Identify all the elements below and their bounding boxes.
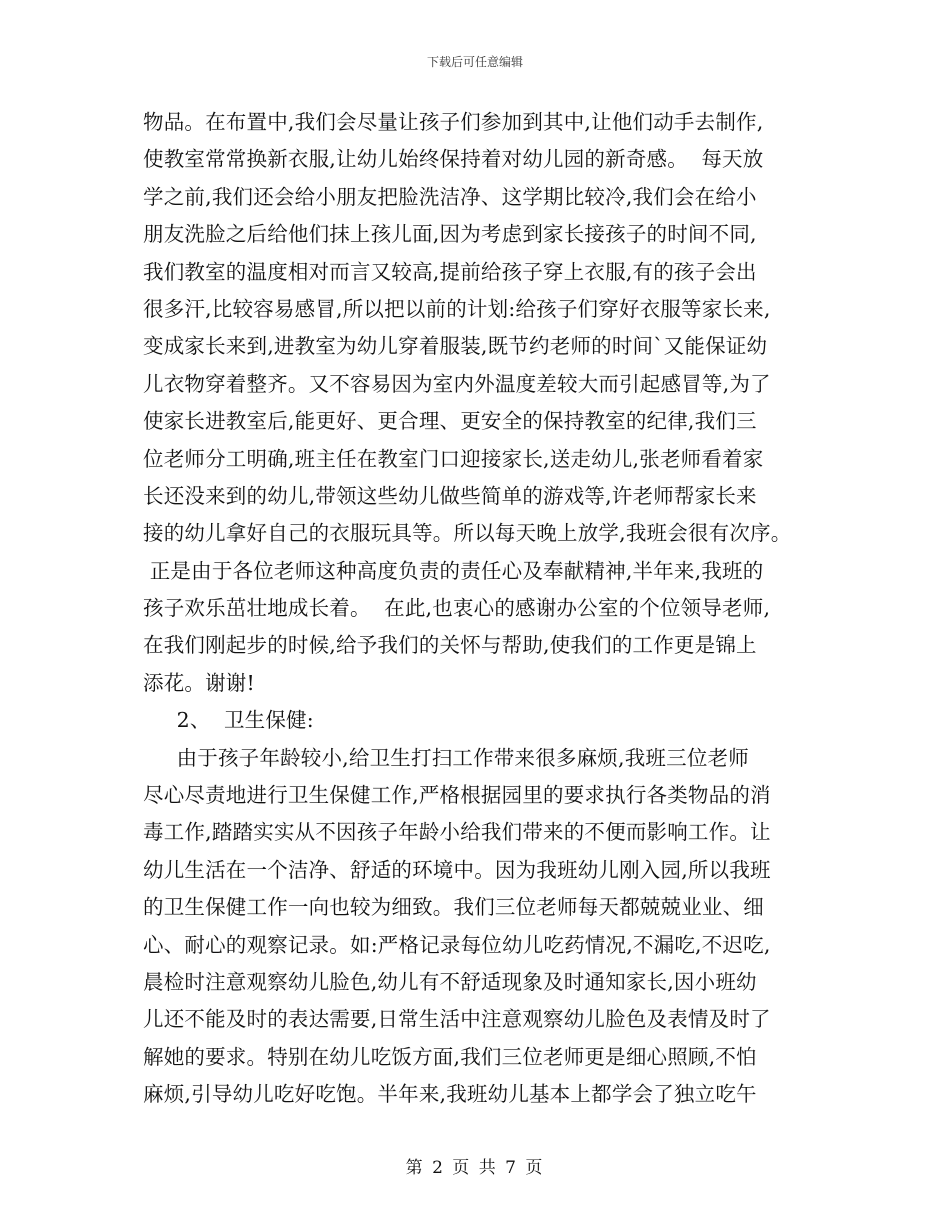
text-line: 使家长进教室后,能更好、更合理、更安全的保持教室的纪律,我们三	[143, 409, 757, 434]
section-heading: 2、 卫生保健:	[143, 708, 314, 733]
text-line: 的卫生保健工作一向也较为细致。我们三位老师每天都兢兢业业、细	[143, 895, 764, 920]
text-line: 长还没来到的幼儿,带领这些幼儿做些简单的游戏等,许老师帮家长来	[143, 483, 757, 508]
text-line: 接的幼儿拿好自己的衣服玩具等。所以每天晚上放学,我班会很有次序。	[143, 521, 792, 546]
text-line: 儿还不能及时的表达需要,日常生活中注意观察幼儿脸色及表情及时了	[143, 1007, 771, 1032]
text-line: 变成家长来到,进教室为幼儿穿着服装,既节约老师的时间`又能保证幼	[143, 334, 768, 359]
text-line: 很多汗,比较容易感冒,所以把以前的计划:给孩子们穿好衣服等家长来,	[143, 296, 771, 321]
text-line: 正是由于各位老师这种高度负责的责任心及奉献精神,半年来,我班的	[143, 558, 764, 583]
text-line: 毒工作,踏踏实实从不因孩子年龄小给我们带来的不便而影响工作。让	[143, 820, 771, 845]
text-line: 孩子欢乐茁壮地成长着。 在此,也衷心的感谢办公室的个位领导老师,	[143, 596, 771, 621]
text-line: 物品。在布置中,我们会尽量让孩子们参加到其中,让他们动手去制作,	[143, 110, 764, 134]
text-line: 添花。谢谢!	[143, 670, 255, 695]
text-line: 心、耐心的观察记录。如:严格记录每位幼儿吃药情况,不漏吃,不迟吃,	[143, 932, 771, 957]
text-line: 由于孩子年龄较小,给卫生打扫工作带来很多麻烦,我班三位老师	[143, 745, 749, 770]
text-line: 朋友洗脸之后给他们抹上孩儿面,因为考虑到家长接孩子的时间不同,	[143, 222, 757, 247]
page-header: 下载后可任意编辑	[426, 55, 523, 69]
text-line: 我们教室的温度相对而言又较高,提前给孩子穿上衣服,有的孩子会出	[143, 259, 757, 284]
text-line: 解她的要求。特别在幼儿吃饭方面,我们三位老师更是细心照顾,不怕	[143, 1044, 757, 1069]
text-line: 儿衣物穿着整齐。又不容易因为室内外温度差较大而引起感冒等,为了	[143, 371, 771, 396]
text-line: 尽心尽责地进行卫生保健工作,严格根据园里的要求执行各类物品的消	[143, 783, 771, 808]
text-line: 学之前,我们还会给小朋友把脸洗洁净、这学期比较冷,我们会在给小	[143, 184, 757, 209]
text-line: 使教室常常换新衣服,让幼儿始终保持着对幼儿园的新奇感。 每天放	[143, 147, 764, 172]
text-line: 麻烦,引导幼儿吃好吃饱。半年来,我班幼儿基本上都学会了独立吃午	[143, 1082, 757, 1107]
text-line: 晨检时注意观察幼儿脸色,幼儿有不舒适现象及时通知家长,因小班幼	[143, 969, 757, 994]
body-text	[143, 104, 823, 1114]
page-footer: 第 2 页 共 7 页	[405, 1158, 545, 1178]
text-line: 位老师分工明确,班主任在教室门口迎接家长,送走幼儿,张老师看着家	[143, 446, 764, 471]
text-line: 在我们刚起步的时候,给予我们的关怀与帮助,使我们的工作更是锦上	[143, 633, 757, 658]
text-line: 幼儿生活在一个洁净、舒适的环境中。因为我班幼儿刚入园,所以我班	[143, 857, 771, 882]
